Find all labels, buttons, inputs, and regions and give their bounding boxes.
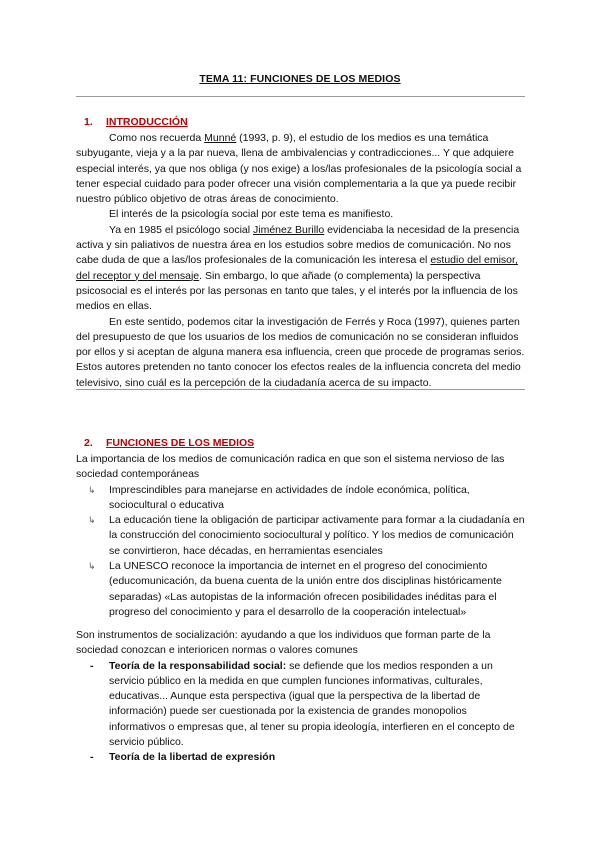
list-item bbox=[76, 513, 526, 559]
text-run: Como nos recuerda bbox=[109, 132, 205, 144]
arrow-bullet-icon: ↳ bbox=[88, 515, 96, 526]
section-1-title: INTRODUCCIÓN bbox=[106, 116, 188, 128]
section-1-number: 1. bbox=[84, 116, 93, 128]
functions-list bbox=[76, 483, 526, 621]
dash-bullet-icon: - bbox=[90, 751, 94, 764]
dash-bullet-icon: - bbox=[90, 659, 94, 672]
intro-paragraph-3 bbox=[76, 223, 526, 315]
intro-paragraph-4: En este sentido, podemos citar la investigación de Ferrés y Roca (1997), quienes parten del presupuesto de que los usuarios de los medios de comunicación no se consideran influidos por ellos y si aceptan de alguna manera esa influencia, creen que procede de programas serios. Estos autores pretenden no tanto conocer los efectos reales de la influencia concreta del medio televisivo, sino cuál es la percepción de la ciudadanía acerca de su impacto. bbox=[76, 315, 525, 389]
text-run: (1993, p. 9), el estudio de los medios es una temática subyugante, vieja y a la par nueva, llena de ambivalencias y contradicciones... Y que adquiere especial interés, ya que nos obliga (y nos exige) a los/las profesionales de la psicología social a tener especial cuidado para poder ofrecer una visión complementaria a la que ya puede recibir nuestro público objetivo de otras áreas de conocimiento. bbox=[76, 132, 522, 206]
section-2-intro: La importancia de los medios de comunicación radica en que son el sistema nervioso de las sociedad contemporáneas bbox=[76, 453, 505, 481]
text-run: evidenciaba la necesidad de la presencia activa y sin paliativos de nuestra área en los estudios sobre medios de comunicación. No nos cabe duda de que a las/los profesionales de la comunicación les interesa el bbox=[76, 223, 520, 267]
list-item bbox=[76, 559, 526, 620]
theory-title: Teoría de la libertad de expresión bbox=[109, 751, 276, 764]
list-item bbox=[76, 659, 526, 751]
section-2-body bbox=[76, 452, 526, 620]
text-run: . Sin embargo, lo que añade (o complementa) la perspectiva psicosocial es el interés por las personas en tanto que tales, y el interés por la influencia de los medios en ellas. bbox=[76, 269, 518, 313]
emphasis-emisor-receptor-mensaje: estudio del emisor, del receptor y del mensaje bbox=[76, 254, 518, 282]
intro-paragraph-1 bbox=[76, 131, 526, 207]
arrow-bullet-icon: ↳ bbox=[88, 484, 96, 495]
theories-list bbox=[76, 659, 526, 766]
theory-title: Teoría de la responsabilidad social: bbox=[109, 659, 287, 672]
author-link-munne: Munné bbox=[204, 132, 237, 144]
author-link-jimenez-burillo: Jiménez Burillo bbox=[253, 223, 325, 236]
section-2-title: FUNCIONES DE LOS MEDIOS bbox=[106, 437, 255, 449]
theory-text: se defiende que los medios responden a un servicio público en la medida en que cumplen funciones informativas, culturales, educativas... Aunque esta perspectiva (igual que la perspectiva de la libertad de información) puede ser cuestionada por la existencia de grandes monopolios informativos o empresas que, al tener su propia ideología, interfieren en el concepto de servicio público. bbox=[109, 659, 515, 749]
divider-top bbox=[76, 96, 525, 97]
section-2-heading bbox=[84, 437, 254, 449]
section-1-body bbox=[76, 131, 526, 391]
list-item-text: La educación tiene la obligación de participar activamente para formar a la ciudadanía en la construcción del conocimiento sociocultural y político. Y los medios de comunicación se convirtieron, hace décadas, en herramientas esenciales bbox=[109, 514, 525, 557]
divider-middle bbox=[76, 389, 525, 390]
socialization-block bbox=[76, 628, 526, 766]
list-item bbox=[76, 750, 526, 765]
text-run: Ya en 1985 el psicólogo social bbox=[109, 223, 253, 236]
list-item bbox=[76, 483, 526, 514]
socialization-paragraph: Son instrumentos de socialización: ayudando a que los individuos que forman parte de la sociedad conozcan e interioricen normas o valores comunes bbox=[76, 629, 491, 657]
section-2-number: 2. bbox=[84, 437, 93, 449]
document-title: TEMA 11: FUNCIONES DE LOS MEDIOS bbox=[199, 73, 401, 85]
section-1-heading bbox=[84, 116, 188, 128]
list-item-text: Imprescindibles para manejarse en actividades de índole económica, política, sociocultural o educativa bbox=[109, 483, 470, 511]
intro-paragraph-2: El interés de la psicología social por este tema es manifiesto. bbox=[109, 208, 394, 221]
list-item-text: La UNESCO reconoce la importancia de internet en el progreso del conocimiento (educomunicación, da buena cuenta de la unión entre dos disciplinas históricamente separadas) «Las autopistas de la información ofrecen posibilidades inéditas para el progreso del conocimiento y para el desarrollo de la cooperación intelectual» bbox=[109, 560, 502, 618]
arrow-bullet-icon: ↳ bbox=[88, 561, 96, 572]
